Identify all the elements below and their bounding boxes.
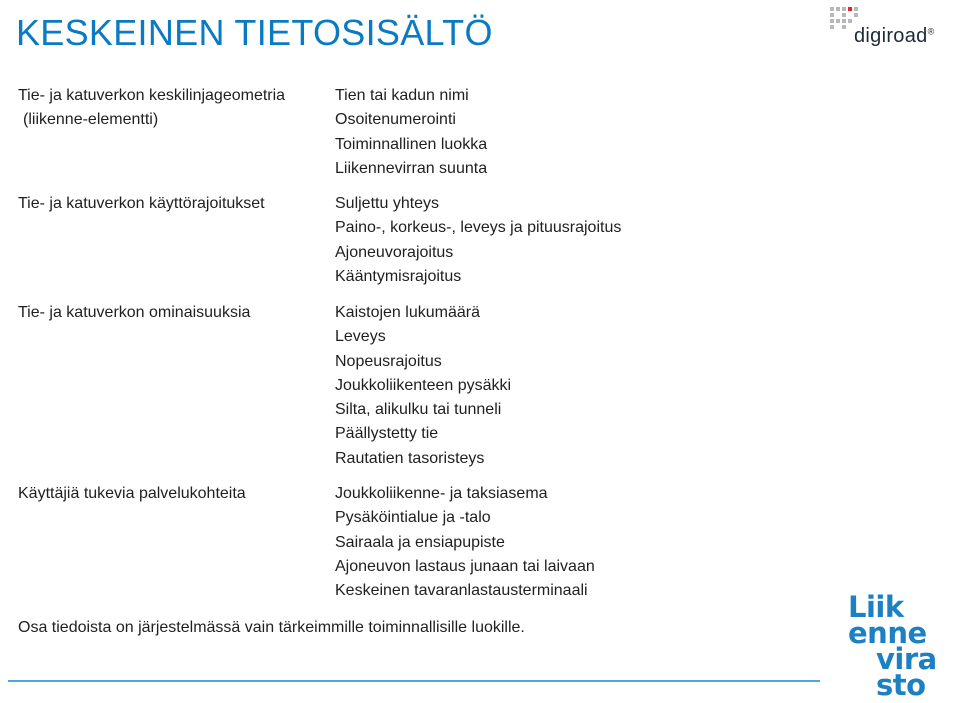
item-list-properties — [335, 301, 511, 471]
item-list-geometry — [335, 84, 487, 181]
footnote: Osa tiedoista on järjestelmässä vain tärkeimmille toiminnallisille luokille. — [18, 619, 525, 636]
list-item: Ajoneuvorajoitus — [335, 243, 454, 261]
liikennevirasto-logo — [848, 590, 944, 702]
list-item: Leveys — [335, 328, 386, 346]
list-item: Silta, alikulku tai tunneli — [335, 401, 502, 419]
slide-title: KESKEINEN TIETOSISÄLTÖ — [16, 12, 493, 53]
list-item: Päällystetty tie — [335, 425, 439, 443]
bottom-divider — [8, 680, 820, 682]
digiroad-logo — [830, 6, 958, 46]
category-services: Käyttäjiä tukevia palvelukohteita — [18, 485, 246, 502]
list-item: Sairaala ja ensiapupiste — [335, 533, 505, 551]
list-item: Osoitenumerointi — [335, 111, 456, 129]
logo-line: enne — [848, 616, 927, 650]
item-list-restrictions — [335, 192, 621, 289]
list-item: Toiminnallinen luokka — [335, 135, 488, 153]
list-item: Keskeinen tavaranlastausterminaali — [335, 582, 588, 600]
list-item: Joukkoliikenteen pysäkki — [335, 376, 512, 394]
list-item: Kaistojen lukumäärä — [335, 304, 480, 321]
list-item: Pysäköintialue ja -talo — [335, 509, 491, 527]
list-item: Rautatien tasoristeys — [335, 449, 485, 467]
logo-line: vira — [876, 642, 937, 676]
logo-line: Liik — [848, 590, 904, 624]
digiroad-wordmark: digiroad® — [854, 25, 935, 47]
list-item: Joukkoliikenne- ja taksiasema — [335, 485, 548, 502]
list-item: Nopeusrajoitus — [335, 352, 442, 370]
list-item: Liikennevirran suunta — [335, 159, 488, 177]
category-geometry-line-1: Tie- ja katuverkon keskilinjageometria — [18, 87, 286, 104]
logo-line: sto — [876, 668, 926, 702]
list-item: Suljettu yhteys — [335, 195, 440, 212]
category-geometry-line-2: (liikenne-elementti) — [23, 111, 159, 129]
list-item: Paino-, korkeus-, leveys ja pituusrajoitus — [335, 219, 622, 237]
category-geometry — [18, 84, 285, 133]
list-item: Tien tai kadun nimi — [335, 87, 469, 104]
item-list-services — [335, 482, 595, 603]
list-item: Ajoneuvon lastaus junaan tai laivaan — [335, 557, 595, 575]
category-restrictions: Tie- ja katuverkon käyttörajoitukset — [18, 195, 265, 212]
category-properties: Tie- ja katuverkon ominaisuuksia — [18, 304, 251, 321]
list-item: Kääntymisrajoitus — [335, 267, 462, 285]
